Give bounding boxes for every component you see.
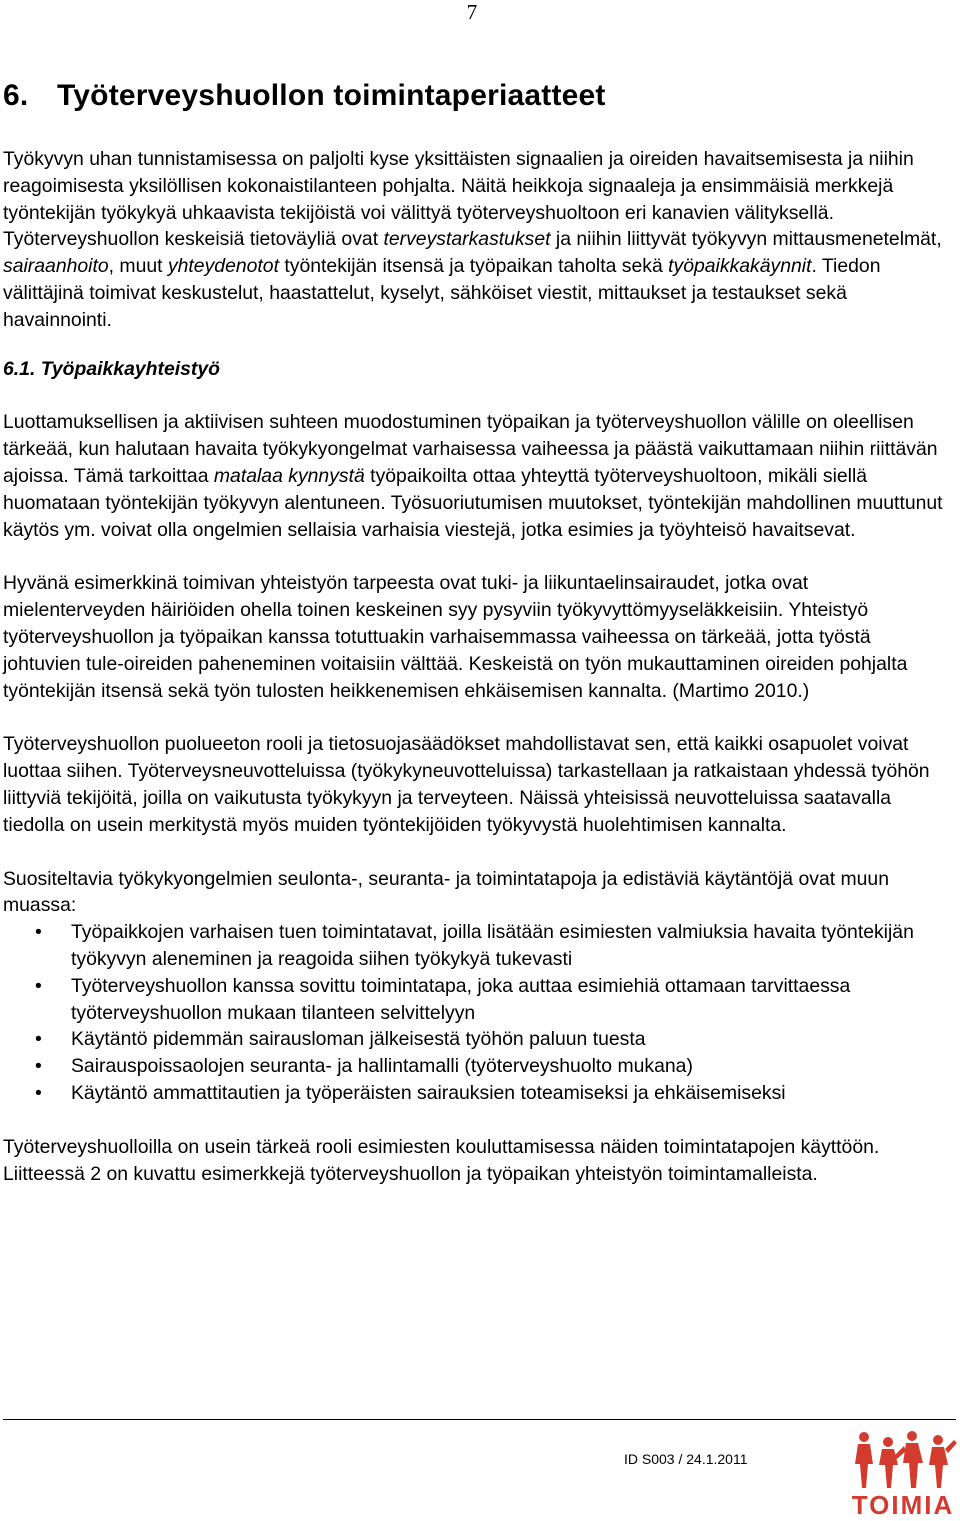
practices-list: [3, 919, 953, 1107]
emphasis-text: sairaanhoito: [3, 255, 109, 278]
list-item-text: Työterveyshuollon kanssa sovittu toimintatapa, joka auttaa esimiehiä ottamaan tarvittaessa työterveyshuollon mukaan tilanteen selvittelyyn: [71, 974, 851, 1024]
text-run: työntekijän itsensä ja työpaikan taholta sekä: [278, 255, 669, 278]
paragraph-workplace-cooperation: [3, 409, 953, 543]
page-number: 7: [466, 0, 478, 24]
list-item: [3, 1026, 953, 1053]
document-id: ID S003 / 24.1.2011: [624, 1451, 748, 1467]
list-item: [3, 1080, 953, 1107]
paragraph-neutral-role: Työterveyshuollon puolueeton rooli ja tietosuojasäädökset mahdollistavat sen, että kaikki osapuolet voivat luottaa siihen. Työterveysneuvotteluissa (työkykyneuvotteluissa) tarkastellaan ja ratkaistaan yhdessä työhön liittyviä tekijöitä, joilla on vaikutusta työkykyyn ja terveyteen. Näissä yhteisissä neuvotteluissa saatavalla tiedolla on usein merkitystä myös muiden työntekijöiden työkyvystä huolehtimisen kannalta.: [3, 733, 930, 836]
text-run: Luottamuksellisen ja aktiivisen suhteen muodostuminen työpaikan ja työterveyshuollon välille on oleellisen tärkeää, kun halutaan havaita työkykyongelmat varhaisessa vaiheessa ja päästä vaikuttamaan niihin riittävän ajoissa. Tämä tarkoittaa: [3, 411, 938, 487]
section-title: Työterveyshuollon toimintaperiaatteet: [57, 79, 606, 112]
bullet-glyph: •: [35, 921, 42, 944]
subsection-heading: 6.1. Työpaikkayhteistyö: [3, 357, 220, 380]
list-item: [3, 973, 953, 1027]
list-item-text: Käytäntö pidemmän sairausloman jälkeisestä työhön paluun tuesta: [71, 1028, 646, 1051]
text-run: Työkyvyn uhan tunnistamisessa on paljolti kyse yksittäisten signaalien ja oireiden havaitsemisesta ja niihin reagoimisesta yksilöllisen kokonaistilanteen pohjalta. Näitä heikkoja signaaleja ja ensimmäisiä merkkejä työntekijän työkykyä uhkaavista tekijöistä voi välittyä työterveyshuoltoon eri kanavien välityksellä. Työterveyshuollon keskeisiä tietoväyliä ovat: [3, 148, 914, 251]
list-item: [3, 1053, 953, 1080]
emphasis-text: matalaa kynnystä: [213, 464, 365, 487]
bullet-glyph: •: [35, 1055, 42, 1078]
list-item-text: Työpaikkojen varhaisen tuen toimintatavat, joilla lisätään esimiesten valmiuksia havaita työntekijän työkyvyn aleneminen ja reagoida siihen työkykyä tukevasti: [71, 921, 914, 970]
footer-divider: [3, 1419, 956, 1420]
text-run: . Tiedon välittäjinä toimivat keskustelut, haastattelut, kyselyt, sähköiset viestit, mittaukset ja testaukset sekä havainnointi.: [3, 255, 881, 331]
document-body: [3, 76, 953, 1187]
paragraph-example: Hyvänä esimerkkinä toimivan yhteistyön tarpeesta ovat tuki- ja liikuntaelinsairaudet, jotka ovat mielenterveyden häiriöiden ohella toinen keskeinen syy pysyviin työkyvyttömyyseläkkeisiin. Yhteistyö työterveyshuollon ja työpaikan kanssa totuttuakin varhaisemmassa vaiheessa on tärkeää, jotta työstä johtuvien tule-oireiden paheneminen voitaisiin välttää. Keskeistä on työn mukauttaminen oireiden pohjalta työntekijän itsensä sekä työn tulosten heikkenemisen ehkäisemisen kannalta. (Martimo 2010.): [3, 572, 908, 702]
list-item: [3, 919, 953, 973]
toimia-logo: [848, 1428, 958, 1520]
text-run: ja niihin liittyvät työkyvyn mittausmenetelmät,: [550, 228, 942, 251]
emphasis-text: yhteydenotot: [167, 255, 279, 278]
bullet-glyph: •: [35, 974, 42, 997]
emphasis-text: terveystarkastukset: [383, 228, 551, 251]
paragraph-training: Työterveyshuolloilla on usein tärkeä rooli esimiesten kouluttamisessa näiden toimintatapojen käyttöön. Liitteessä 2 on kuvattu esimerkkejä työterveyshuollon ja työpaikan yhteistyön toimintamalleista.: [3, 1135, 880, 1185]
list-item-text: Sairauspoissaolojen seuranta- ja hallintamalli (työterveyshuolto mukana): [71, 1055, 693, 1078]
list-item-text: Käytäntö ammattitautien ja työperäisten sairauksien toteamiseksi ja ehkäisemiseksi: [71, 1081, 786, 1104]
people-figures-icon: [848, 1428, 958, 1490]
bullet-glyph: •: [35, 1081, 42, 1104]
logo-wordmark: TOIMIA: [851, 1490, 955, 1520]
paragraph-practices-intro: Suositeltavia työkykyongelmien seulonta-, seuranta- ja toimintatapoja ja edistäviä käytäntöjä ovat muun muassa:: [3, 867, 890, 917]
section-number: 6.: [3, 79, 29, 112]
bullet-glyph: •: [35, 1028, 42, 1051]
text-run: työpaikoilta ottaa yhteyttä työterveyshuoltoon, mikäli siellä huomataan työntekijän työkyvyn alentuneen. Työsuoriutumisen muutokset, työntekijän mahdollinen muuttunut käytös ym. voivat olla ongelmien sellaisia varhaisia viestejä, jotka esimies ja työyhteisö havaitsevat.: [3, 464, 943, 541]
text-run: , muut: [108, 255, 168, 278]
paragraph-signals: [3, 146, 953, 334]
section-heading: [3, 76, 953, 116]
emphasis-text: työpaikkakäynnit: [668, 255, 812, 278]
